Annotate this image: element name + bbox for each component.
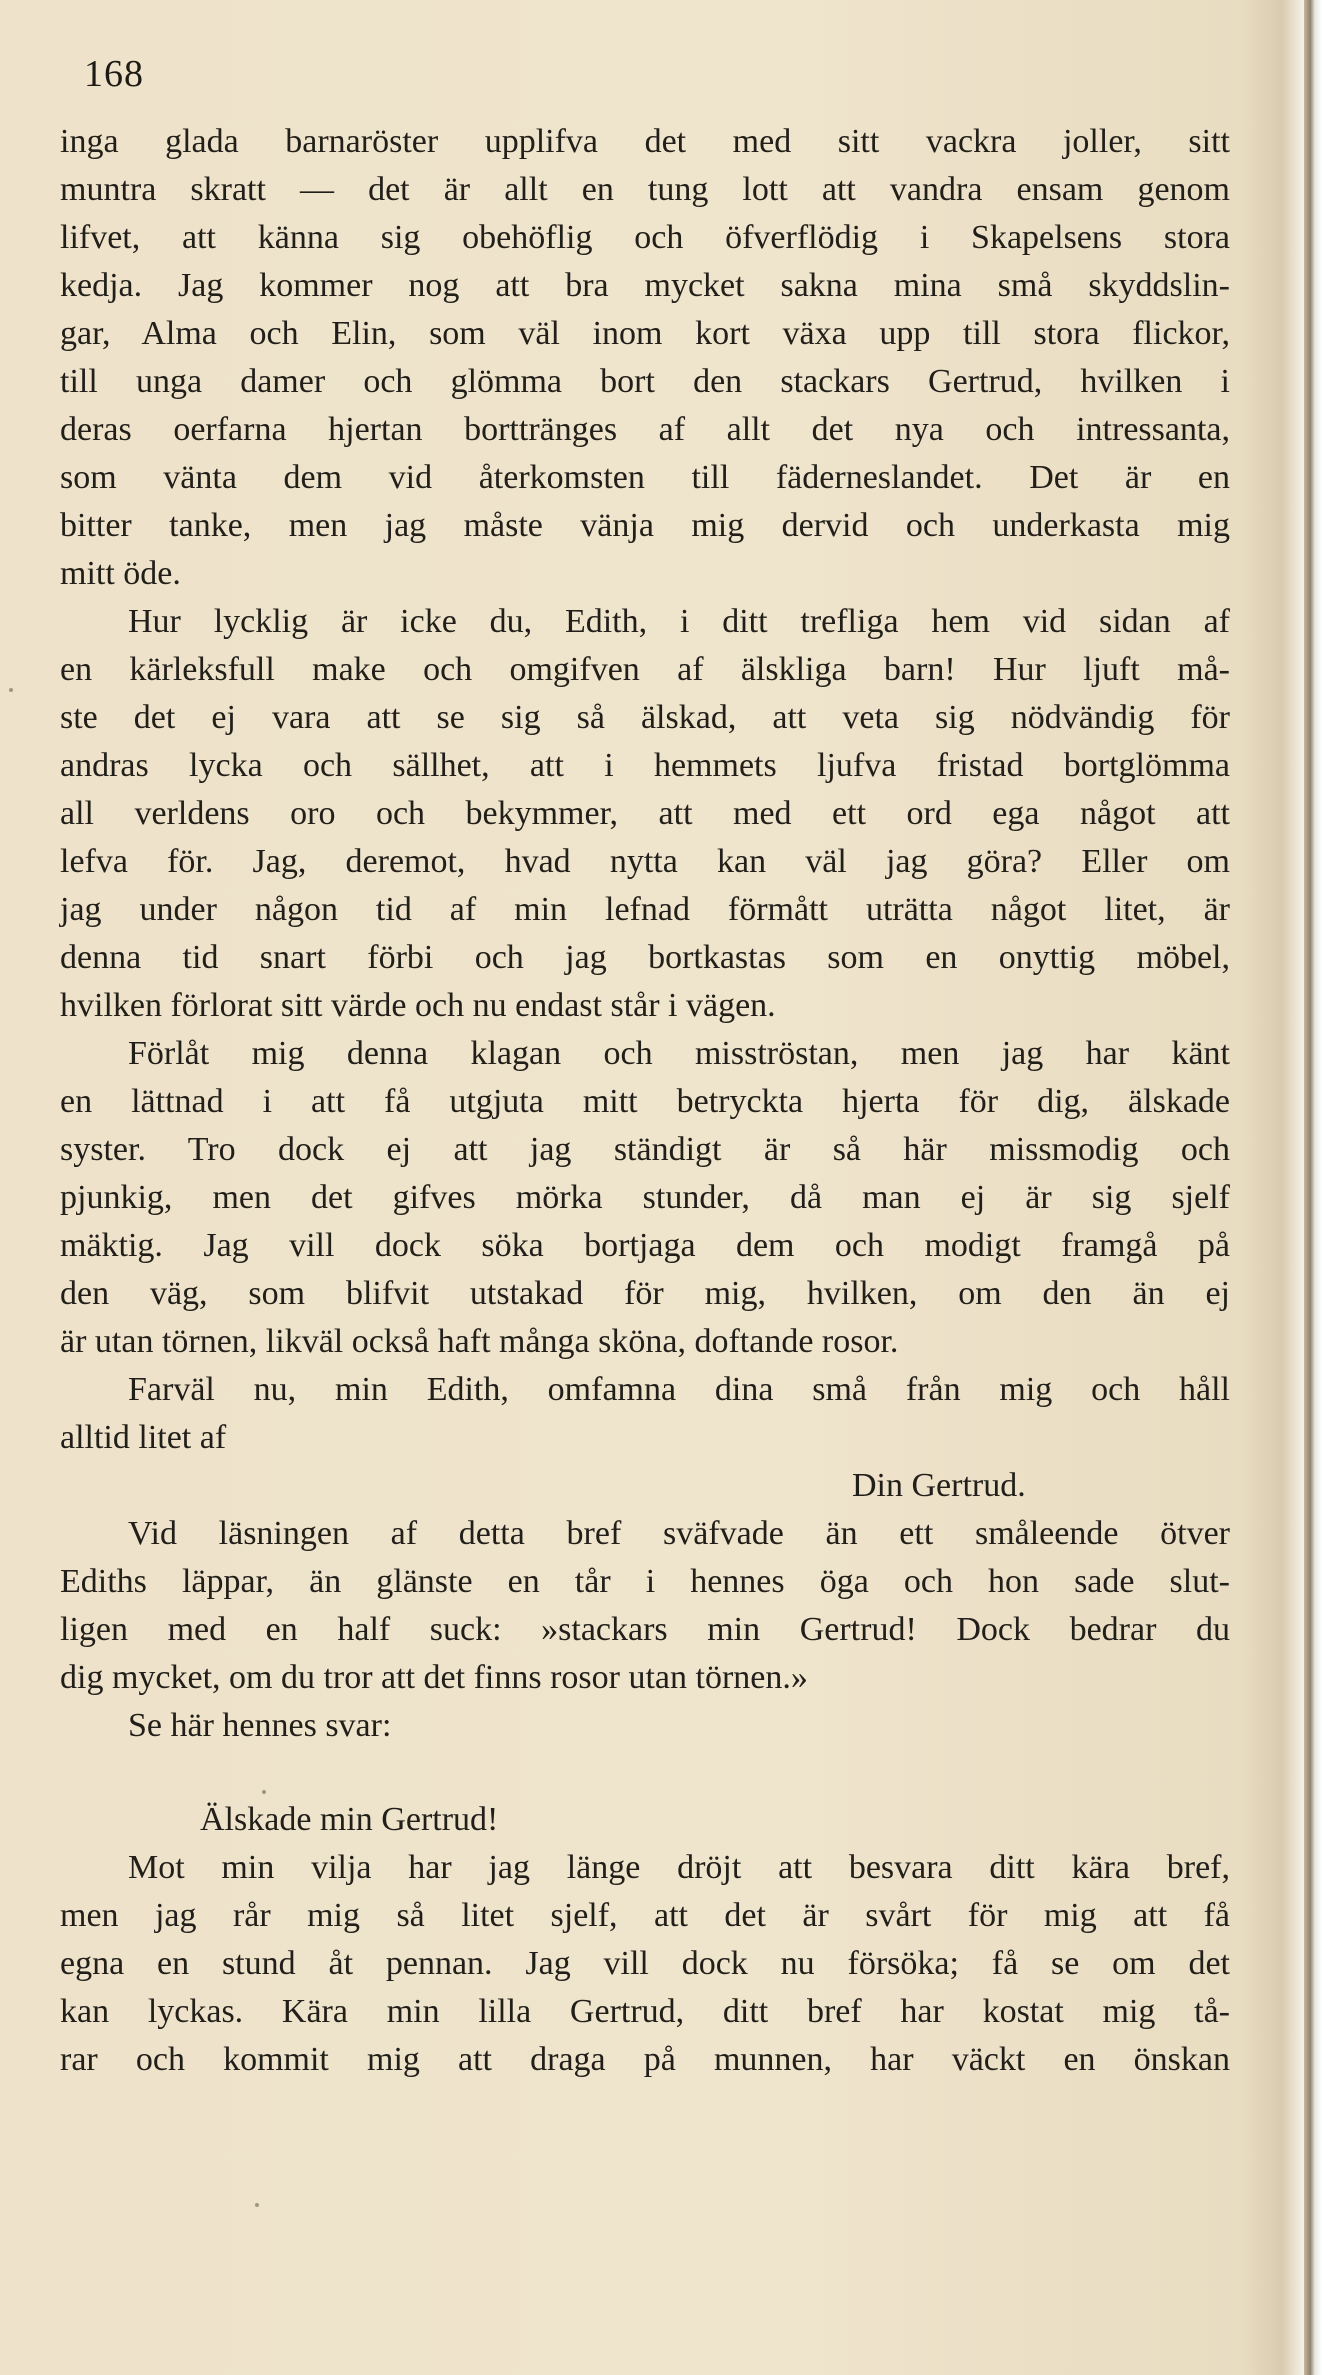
text-line: den väg, som blifvit utstakad för mig, hvilken, om den än ej [60,1275,1230,1312]
page-edge-shadow [1304,0,1322,2375]
text-line: en kärleksfull make och omgifven af älskliga barn! Hur ljuft må- [60,651,1230,688]
text-line: kedja. Jag kommer nog att bra mycket sakna mina små skyddslin- [60,267,1230,304]
text-line: till unga damer och glömma bort den stackars Gertrud, hvilken i [60,363,1230,400]
text-line: lifvet, att känna sig obehöflig och öfverflödig i Skapelsens stora [60,219,1230,256]
text-line: andras lycka och sällhet, att i hemmets ljufva fristad bortglömma [60,747,1230,784]
text-line: mitt öde. [60,555,181,592]
text-line: Mot min vilja har jag länge dröjt att besvara ditt kära bref, [128,1849,1230,1886]
paper-speck [262,1790,266,1794]
text-line: all verldens oro och bekymmer, att med ett ord ega något att [60,795,1230,832]
text-line: inga glada barnaröster upplifva det med sitt vackra joller, sitt [60,123,1230,160]
text-line: ligen med en half suck: »stackars min Gertrud! Dock bedrar du [60,1611,1230,1648]
text-line: som vänta dem vid återkomsten till fäderneslandet. Det är en [60,459,1230,496]
paper-speck [255,2203,259,2207]
text-line: dig mycket, om du tror att det finns rosor utan törnen.» [60,1659,808,1696]
text-line: denna tid snart förbi och jag bortkastas som en onyttig möbel, [60,939,1230,976]
text-line: hvilken förlorat sitt värde och nu endast står i vägen. [60,987,776,1024]
body-text [60,118,1230,2084]
page-number: 168 [84,53,144,95]
text-line: Förlåt mig denna klagan och misströstan, men jag har känt [128,1035,1230,1072]
text-line: lefva för. Jag, deremot, hvad nytta kan väl jag göra? Eller om [60,843,1230,880]
blank-line [60,1750,1230,1796]
text-line: Älskade min Gertrud! [200,1801,499,1838]
text-line: deras oerfarna hjertan borttränges af allt det nya och intressanta, [60,411,1230,448]
paper-speck [9,688,13,692]
text-line: Din Gertrud. [852,1467,1026,1504]
text-line: pjunkig, men det gifves mörka stunder, då man ej är sig sjelf [60,1179,1230,1216]
text-line: rar och kommit mig att draga på munnen, har väckt en önskan [60,2041,1230,2078]
text-line: syster. Tro dock ej att jag ständigt är så här missmodig och [60,1131,1230,1168]
text-line: kan lyckas. Kära min lilla Gertrud, ditt bref har kostat mig tå- [60,1993,1230,2030]
text-line: gar, Alma och Elin, som väl inom kort växa upp till stora flickor, [60,315,1230,352]
text-line: Ediths läppar, än glänste en tår i hennes öga och hon sade slut- [60,1563,1230,1600]
text-line: mäktig. Jag vill dock söka bortjaga dem och modigt framgå på [60,1227,1230,1264]
text-line: bitter tanke, men jag måste vänja mig dervid och underkasta mig [60,507,1230,544]
text-line: ste det ej vara att se sig så älskad, att veta sig nödvändig för [60,699,1230,736]
text-line: jag under någon tid af min lefnad förmått uträtta något litet, är [60,891,1230,928]
text-line: men jag rår mig så litet sjelf, att det är svårt för mig att få [60,1897,1230,1934]
text-line: egna en stund åt pennan. Jag vill dock nu försöka; få se om det [60,1945,1230,1982]
text-line: alltid litet af [60,1419,227,1456]
text-line: är utan törnen, likväl också haft många sköna, doftande rosor. [60,1323,899,1360]
text-line: muntra skratt — det är allt en tung lott att vandra ensam genom [60,171,1230,208]
text-line: Farväl nu, min Edith, omfamna dina små från mig och håll [128,1371,1230,1408]
text-line: en lättnad i att få utgjuta mitt betryckta hjerta för dig, älskade [60,1083,1230,1120]
text-line: Vid läsningen af detta bref sväfvade än ett småleende ötver [128,1515,1230,1552]
text-line: Hur lycklig är icke du, Edith, i ditt trefliga hem vid sidan af [128,603,1230,640]
text-line: Se här hennes svar: [128,1707,392,1744]
